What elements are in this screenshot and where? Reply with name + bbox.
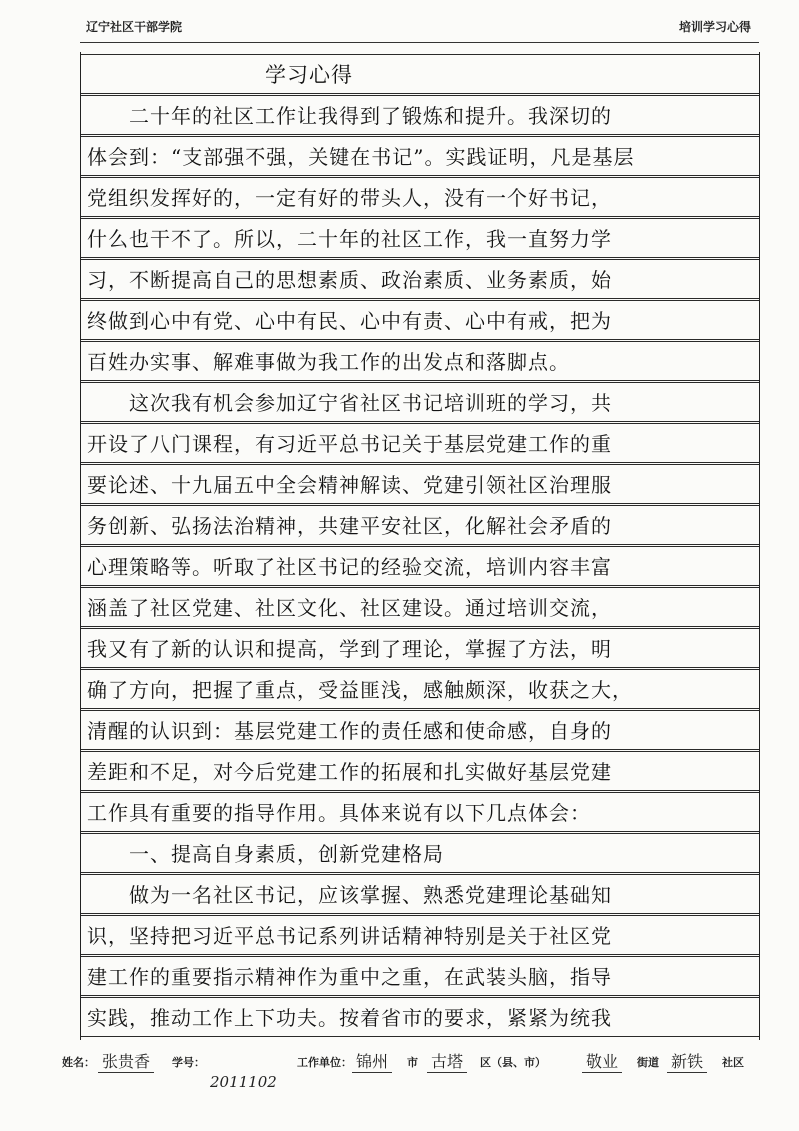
header-doc-type: 培训学习心得 [678,20,751,34]
line-text: 清醒的认识到：基层党建工作的责任感和使命感，自身的 [87,719,612,743]
work-unit-label: 工作单位： [297,1056,352,1069]
line-text: 务创新、弘扬法治精神，共建平安社区，化解社会矛盾的 [87,514,612,538]
text-line [81,136,759,176]
name-label: 姓名： [62,1056,95,1069]
line-text: 要论述、十九届五中全会精神解读、党建引领社区治理服 [87,473,612,497]
text-line [81,341,759,381]
line-text: 涵盖了社区党建、社区文化、社区建设。通过培训交流， [87,596,612,620]
line-text: 什么也干不了。所以，二十年的社区工作，我一直努力学 [87,227,612,251]
line-text: 识，坚持把习近平总书记系列讲话精神特别是关于社区党 [87,924,612,948]
line-text: 建工作的重要指示精神作为重中之重，在武装头脑，指导 [87,965,612,989]
header-rule [80,42,759,43]
street-suffix: 街道 [637,1056,659,1069]
footer-info [62,1050,762,1072]
text-line [81,997,759,1037]
student-id-value: 2011102 [210,1073,277,1091]
text-line [81,505,759,545]
line-text: 工作具有重要的指导作用。具体来说有以下几点体会： [87,801,591,825]
line-text: 终做到心中有党、心中有民、心中有责、心中有戒，把为 [87,309,612,333]
text-line [81,300,759,340]
header-school-name: 辽宁社区干部学院 [86,20,183,34]
text-line [81,95,759,135]
text-line [81,956,759,996]
ruled-writing-sheet [80,52,760,1040]
text-line [81,177,759,217]
text-line [81,382,759,422]
line-text: 体会到：“支部强不强，关键在书记”。实践证明，凡是基层 [87,145,635,169]
community-suffix: 社区 [722,1056,744,1069]
line-text: 百姓办实事、解难事做为我工作的出发点和落脚点。 [87,350,570,374]
student-id-label: 学号： [172,1056,205,1069]
text-line [81,710,759,750]
text-line [81,874,759,914]
community-value: 新铁 [667,1049,707,1073]
text-line [81,628,759,668]
document-title: 学习心得 [265,63,353,87]
district-value: 古塔 [427,1049,467,1073]
text-line [81,423,759,463]
city-suffix: 市 [407,1056,418,1069]
text-line [81,259,759,299]
line-text: 开设了八门课程，有习近平总书记关于基层党建工作的重 [87,432,612,456]
text-line [81,792,759,832]
line-text: 一、提高自身素质，创新党建格局 [87,842,444,866]
line-text: 心理策略等。听取了社区书记的经验交流，培训内容丰富 [87,555,612,579]
text-line [81,587,759,627]
text-line [81,464,759,504]
line-text: 做为一名社区书记，应该掌握、熟悉党建理论基础知 [87,883,612,907]
line-text: 这次我有机会参加辽宁省社区书记培训班的学习，共 [87,391,612,415]
street-value: 敬业 [582,1049,622,1073]
line-text: 我又有了新的认识和提高，学到了理论，掌握了方法，明 [87,637,612,661]
line-text: 确了方向，把握了重点，受益匪浅，感触颇深，收获之大， [87,678,633,702]
line-text: 二十年的社区工作让我得到了锻炼和提升。我深切的 [87,104,612,128]
text-line [81,669,759,709]
line-text: 习，不断提高自己的思想素质、政治素质、业务素质，始 [87,268,612,292]
text-line [81,218,759,258]
text-line [81,751,759,791]
text-line [81,546,759,586]
city-value: 锦州 [352,1049,392,1073]
line-text: 党组织发挥好的，一定有好的带头人，没有一个好书记， [87,186,612,210]
line-text: 实践，推动工作上下功夫。按着省市的要求，紧紧为统我 [87,1006,612,1030]
name-value: 张贵香 [98,1049,154,1073]
district-suffix: 区（县、市） [480,1056,546,1069]
text-line [81,915,759,955]
text-line [81,833,759,873]
title-line [81,54,759,94]
line-text: 差距和不足，对今后党建工作的拓展和扎实做好基层党建 [87,760,612,784]
